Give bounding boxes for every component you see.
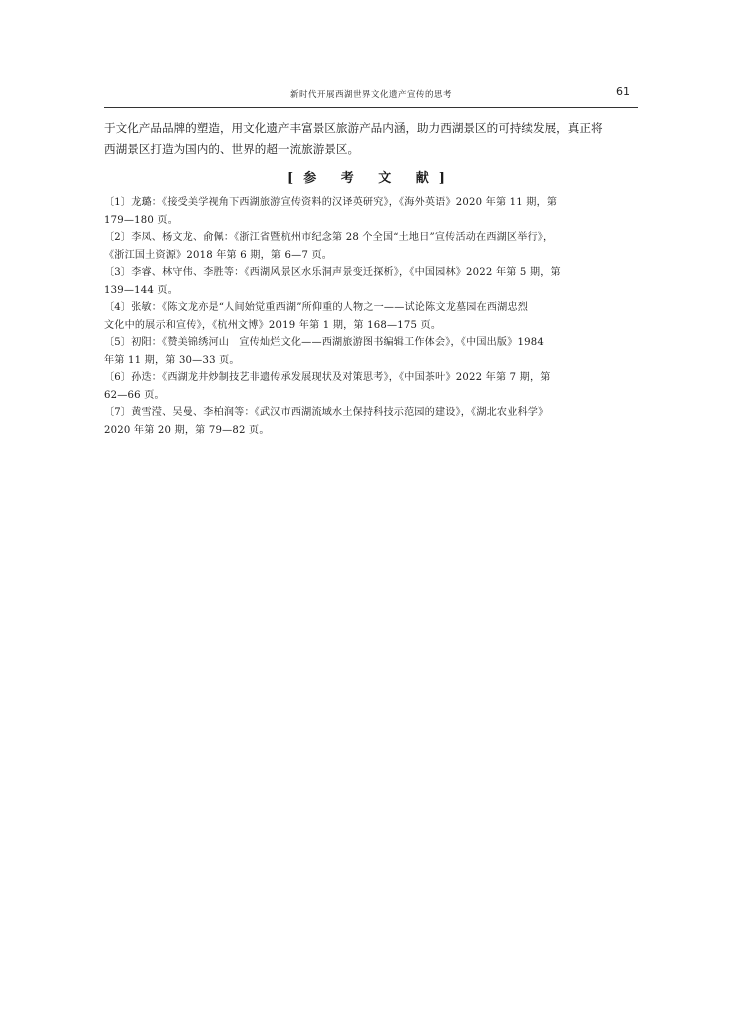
running-title: 新时代开展西湖世界文化遗产宣传的思考 (289, 90, 452, 100)
page-number: 61 (616, 85, 630, 98)
reference-entry: 〔6〕孙迭：《西湖龙井炒制技艺非遗传承发展现状及对策思考》，《中国茶叶》2022 年第 7 期，第 62—66 页。 (104, 372, 551, 401)
body-paragraph: 于文化产品品牌的塑造，用文化遗产丰富景区旅游产品内涵，助力西湖景区的可持续发展，真正将 西湖景区打造为国内的、世界的超一流旅游景区。 (104, 121, 603, 156)
reference-entry: 〔2〕李凤、杨文龙、俞佩：《浙江省暨杭州市纪念第 28 个全国“土地日”宣传活动在西湖区举行》， 《浙江国土资源》2018 年第 6 期，第 6—7 页。 (104, 232, 554, 261)
reference-entry: 〔5〕初阳：《赞美锦绣河山 宣传灿烂文化——西湖旅游图书编辑工作体会》，《中国出版》1984 年第 11 期，第 30—33 页。 (104, 337, 545, 366)
reference-entry: 〔3〕李睿、林守伟、李胜等：《西湖风景区水乐洞声景变迁探析》，《中国园林》2022 年第 5 期，第 139—144 页。 (104, 267, 561, 296)
reference-entry: 〔4〕张敏：《陈文龙亦是“人间始觉重西湖”所仰重的人物之一——试论陈文龙墓园在西湖忠烈 文化中的展示和宣传》，《杭州文博》2019 年第 1 期，第 168—175 页。 (104, 302, 529, 331)
references-heading: [参 考 文 献] (287, 171, 455, 186)
page-header (104, 84, 638, 108)
header-rule (104, 107, 638, 108)
reference-entry: 〔1〕龙璐：《接受美学视角下西湖旅游宣传资料的汉译英研究》，《海外英语》2020 年第 11 期，第 179—180 页。 (104, 197, 558, 226)
reference-list (104, 194, 638, 439)
reference-entry: 〔7〕黄雪滢、吴曼、李柏润等：《武汉市西湖流域水土保持科技示范园的建设》，《湖北农业科学》 2020 年第 20 期，第 79—82 页。 (104, 407, 549, 436)
